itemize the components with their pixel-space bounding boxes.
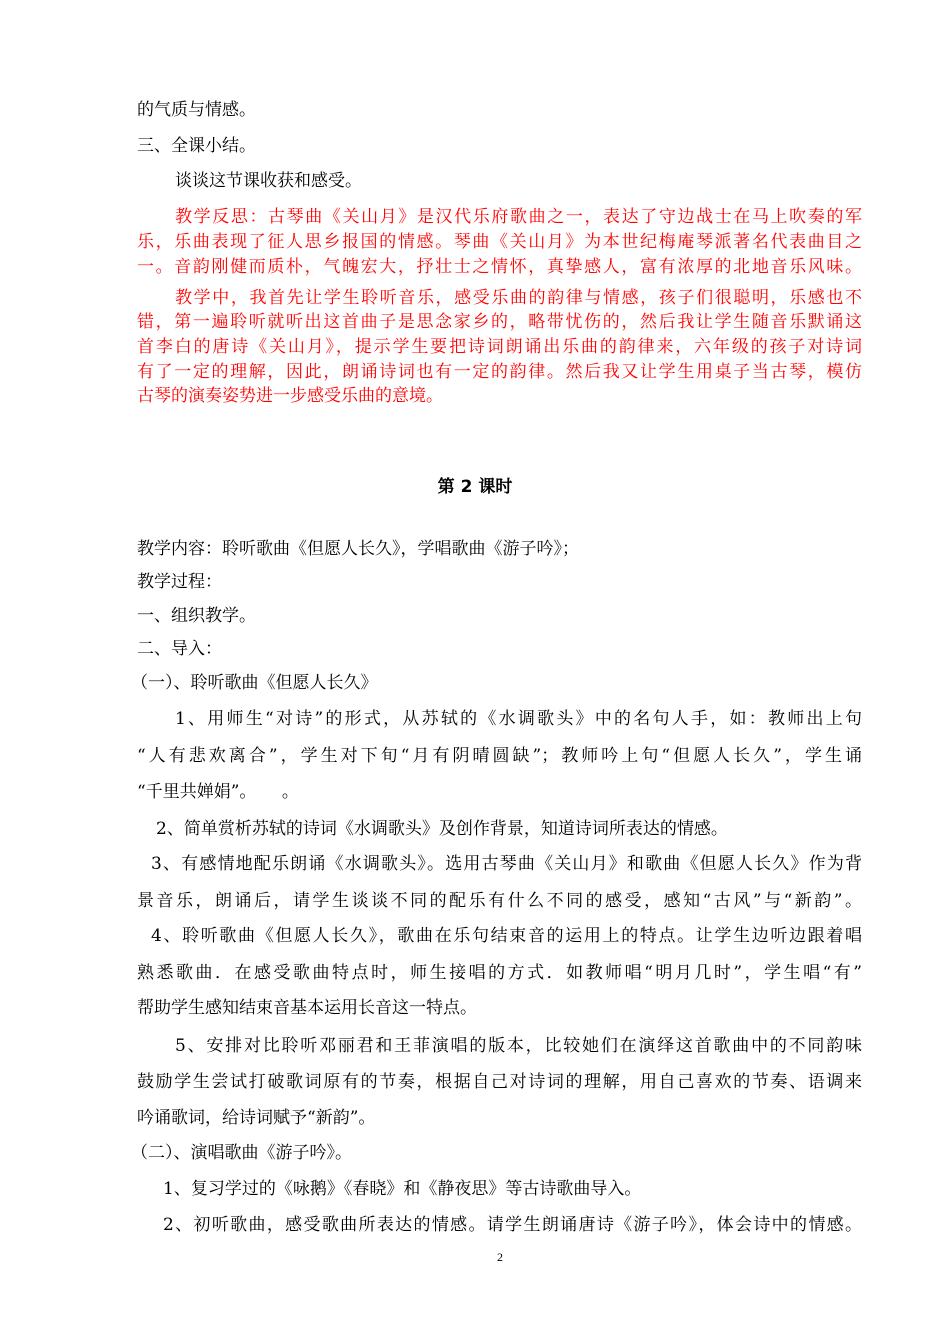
item1-line3: “千里共婵娟”。 。 [137, 782, 299, 802]
step-organize: 一、组织教学。 [137, 606, 256, 626]
item5-line1: 5、安排对比聆听邓丽君和王菲演唱的版本，比较她们在演绎这首歌曲中的不同韵味 [175, 1036, 862, 1056]
teaching-process: 教学过程： [137, 572, 222, 592]
reflection-p1-line2: 乐，乐曲表现了征人思乡报国的情感。琴曲《关山月》为本世纪梅庵琴派著名代表曲目之 [137, 232, 862, 252]
reflection-p2-line3: 首李白的唐诗《关山月》，提示学生要把诗词朗诵出乐曲的韵律来，六年级的孩子对诗词 [137, 337, 862, 357]
item4-line3: 帮助学生感知结束音基本运用长音这一特点。 [137, 998, 477, 1018]
item3-line1: 3、有感情地配乐朗诵《水调歌头》。选用古琴曲《关山月》和歌曲《但愿人长久》作为背 [151, 854, 862, 874]
intro-line: 的气质与情感。 [137, 100, 256, 120]
part1-title: （一）、聆听歌曲《但愿人长久》 [131, 673, 378, 693]
item3-line2: 景音乐，朗诵后，请学生谈谈不同的配乐有什么不同的感受，感知“古风”与“新韵”。 [137, 891, 862, 911]
lesson-title: 第 2 课时 [437, 477, 513, 497]
step-introduction: 二、导入： [137, 639, 222, 659]
reflection-p2-line2: 错，第一遍聆听就听出这首曲子是思念家乡的，略带忧伤的，然后我让学生随音乐默诵这 [137, 312, 862, 332]
song-item2: 2、初听歌曲，感受歌曲所表达的情感。请学生朗诵唐诗《游子吟》，体会诗中的情感。 [163, 1215, 862, 1235]
item1-line1: 1、用师生“对诗”的形式，从苏轼的《水调歌头》中的名句人手，如：教师出上句 [175, 709, 862, 729]
part2-title: （二）、演唱歌曲《游子吟》。 [131, 1143, 352, 1163]
page-number: 2 [497, 1250, 503, 1264]
item1-line2: “人有悲欢离合”，学生对下旬“月有阴晴圆缺”；教师吟上句“但愿人长久”，学生诵 [137, 746, 862, 766]
reflection-p2-line4: 有了一定的理解，因此，朗诵诗词也有一定的韵律。然后我又让学生用桌子当古琴，模仿 [137, 362, 862, 382]
reflection-p2-line5: 古琴的演奏姿势进一步感受乐曲的意境。 [137, 386, 443, 406]
song-item1: 1、复习学过的《咏鹅》《春晓》和《静夜思》等古诗歌曲导入。 [163, 1179, 642, 1199]
item5-line2: 鼓励学生尝试打破歌词原有的节奏，根据自己对诗词的理解，用自己喜欢的节奏、语调来 [137, 1072, 862, 1092]
reflection-p1-line3: 一。音韵刚健而质朴，气魄宏大，抒壮士之情怀，真挚感人，富有浓厚的北地音乐风味。 [137, 257, 862, 277]
summary-text: 谈谈这节课收获和感受。 [175, 171, 362, 191]
teaching-content: 教学内容：聆听歌曲《但愿人长久》，学唱歌曲《游子吟》； [137, 539, 579, 559]
item4-line1: 4、聆听歌曲《但愿人长久》，歌曲在乐句结束音的运用上的特点。让学生边听边跟着唱 [151, 926, 862, 946]
summary-heading: 三、全课小结。 [137, 136, 256, 156]
reflection-p2-line1: 教学中，我首先让学生聆听音乐，感受乐曲的韵律与情感，孩子们很聪明，乐感也不 [175, 288, 862, 308]
item4-line2: 熟悉歌曲．在感受歌曲特点时，师生接唱的方式．如教师唱“明月几时”，学生唱“有” [137, 963, 862, 983]
reflection-p1-line1: 教学反思：古琴曲《关山月》是汉代乐府歌曲之一，表达了守边战士在马上吹奏的军 [175, 207, 862, 227]
item5-line3: 吟诵歌词，给诗词赋予“新韵”。 [137, 1108, 376, 1128]
item2: 2、简单赏析苏轼的诗词《水调歌头》及创作背景，知道诗词所表达的情感。 [156, 819, 728, 839]
